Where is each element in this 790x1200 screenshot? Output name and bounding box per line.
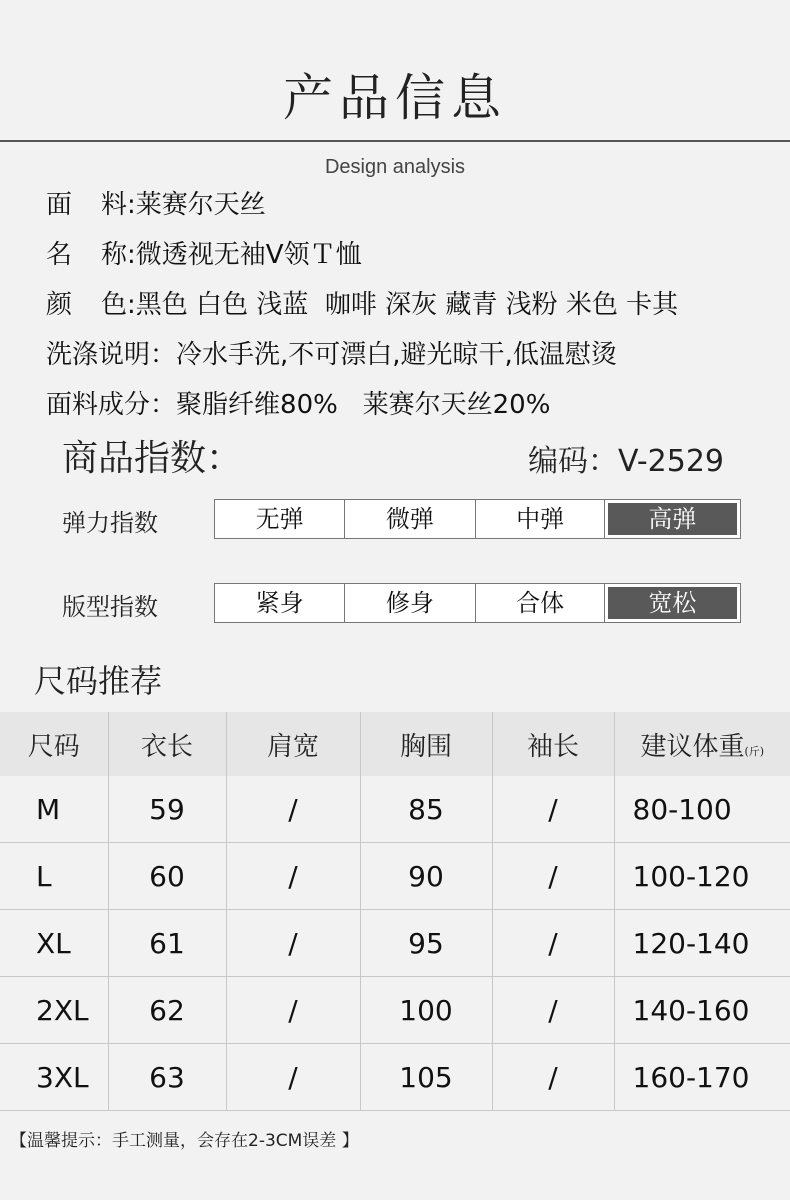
table-cell: 59 <box>108 776 226 843</box>
fit-label: 版型指数 <box>62 593 158 621</box>
title-divider <box>0 140 790 142</box>
table-cell: 61 <box>108 910 226 977</box>
info-label: 名称 <box>46 240 128 270</box>
info-separator: : <box>127 190 136 220</box>
table-cell: / <box>226 910 360 977</box>
info-separator: : <box>127 240 136 270</box>
table-cell: / <box>492 977 614 1044</box>
table-cell: 95 <box>360 910 492 977</box>
product-code: 编码：V-2529 <box>528 444 724 479</box>
table-row <box>0 910 790 977</box>
info-row-name <box>46 230 678 280</box>
table-cell: / <box>226 977 360 1044</box>
column-header-weight: 建议体重(斤) <box>614 712 790 776</box>
table-cell: 3XL <box>0 1044 108 1111</box>
column-header: 袖长 <box>492 712 614 776</box>
fit-option: 修身 <box>344 584 474 622</box>
info-label: 面料成分 <box>46 390 151 420</box>
info-value: 聚脂纤维80% 莱赛尔天丝20% <box>176 390 551 420</box>
column-header: 尺码 <box>0 712 108 776</box>
table-row <box>0 843 790 910</box>
info-value: 莱赛尔天丝 <box>135 190 266 220</box>
table-cell: / <box>492 776 614 843</box>
table-cell: L <box>0 843 108 910</box>
table-cell: / <box>492 1044 614 1111</box>
info-row-composition <box>46 380 678 430</box>
page-subtitle: Design analysis <box>324 156 466 178</box>
table-cell: 63 <box>108 1044 226 1111</box>
elasticity-option: 中弹 <box>475 500 605 538</box>
table-cell: 85 <box>360 776 492 843</box>
table-cell: 2XL <box>0 977 108 1044</box>
info-label: 面料 <box>46 190 128 220</box>
info-label: 洗涤说明 <box>46 340 151 370</box>
table-cell: 140-160 <box>614 977 790 1044</box>
table-cell: 80-100 <box>614 776 790 843</box>
fit-option: 紧身 <box>255 589 304 617</box>
table-cell: 120-140 <box>614 910 790 977</box>
fit-option: 宽松 <box>605 584 740 622</box>
info-value: 微透视无袖V领Ｔ恤 <box>135 240 362 270</box>
table-row <box>0 1044 790 1111</box>
elasticity-option: 微弹 <box>344 500 474 538</box>
table-cell: / <box>492 843 614 910</box>
index-heading: 商品指数： <box>62 438 243 479</box>
info-row-fabric <box>46 180 678 230</box>
size-table-body <box>0 776 790 1111</box>
elasticity-label: 弹力指数 <box>62 509 158 537</box>
page-title: 产品信息 <box>283 69 507 127</box>
table-cell: 90 <box>360 843 492 910</box>
fit-scale <box>214 583 741 623</box>
table-cell: 100-120 <box>614 843 790 910</box>
measurement-tip: 【温馨提示：手工测量，会存在2-3CM误差 】 <box>10 1131 359 1151</box>
product-info-list <box>46 180 678 430</box>
elasticity-option: 无弹 <box>255 505 304 533</box>
weight-unit: (斤) <box>744 744 765 758</box>
table-cell: / <box>226 843 360 910</box>
size-heading: 尺码推荐 <box>34 662 163 700</box>
table-row <box>0 977 790 1044</box>
column-header: 肩宽 <box>226 712 360 776</box>
info-label: 颜色 <box>46 290 128 320</box>
table-cell: 62 <box>108 977 226 1044</box>
size-table <box>0 712 790 1111</box>
table-cell: / <box>226 776 360 843</box>
info-separator: ： <box>150 390 177 420</box>
fit-option: 合体 <box>475 584 605 622</box>
column-header: 衣长 <box>108 712 226 776</box>
info-value: 冷水手洗,不可漂白,避光晾干,低温慰烫 <box>176 340 617 370</box>
table-cell: 160-170 <box>614 1044 790 1111</box>
table-header-row <box>0 712 790 776</box>
table-cell: / <box>226 1044 360 1111</box>
elasticity-scale <box>214 499 741 539</box>
info-value: 黑色 白色 浅蓝 咖啡 深灰 藏青 浅粉 米色 卡其 <box>135 290 679 320</box>
column-header: 胸围 <box>360 712 492 776</box>
table-cell: M <box>0 776 108 843</box>
info-separator: : <box>127 290 136 320</box>
table-row <box>0 776 790 843</box>
table-cell: 100 <box>360 977 492 1044</box>
info-row-washing <box>46 330 678 380</box>
table-cell: XL <box>0 910 108 977</box>
table-cell: 60 <box>108 843 226 910</box>
elasticity-option: 高弹 <box>605 500 740 538</box>
info-row-color <box>46 280 678 330</box>
table-cell: 105 <box>360 1044 492 1111</box>
table-cell: / <box>492 910 614 977</box>
info-separator: ： <box>150 340 177 370</box>
